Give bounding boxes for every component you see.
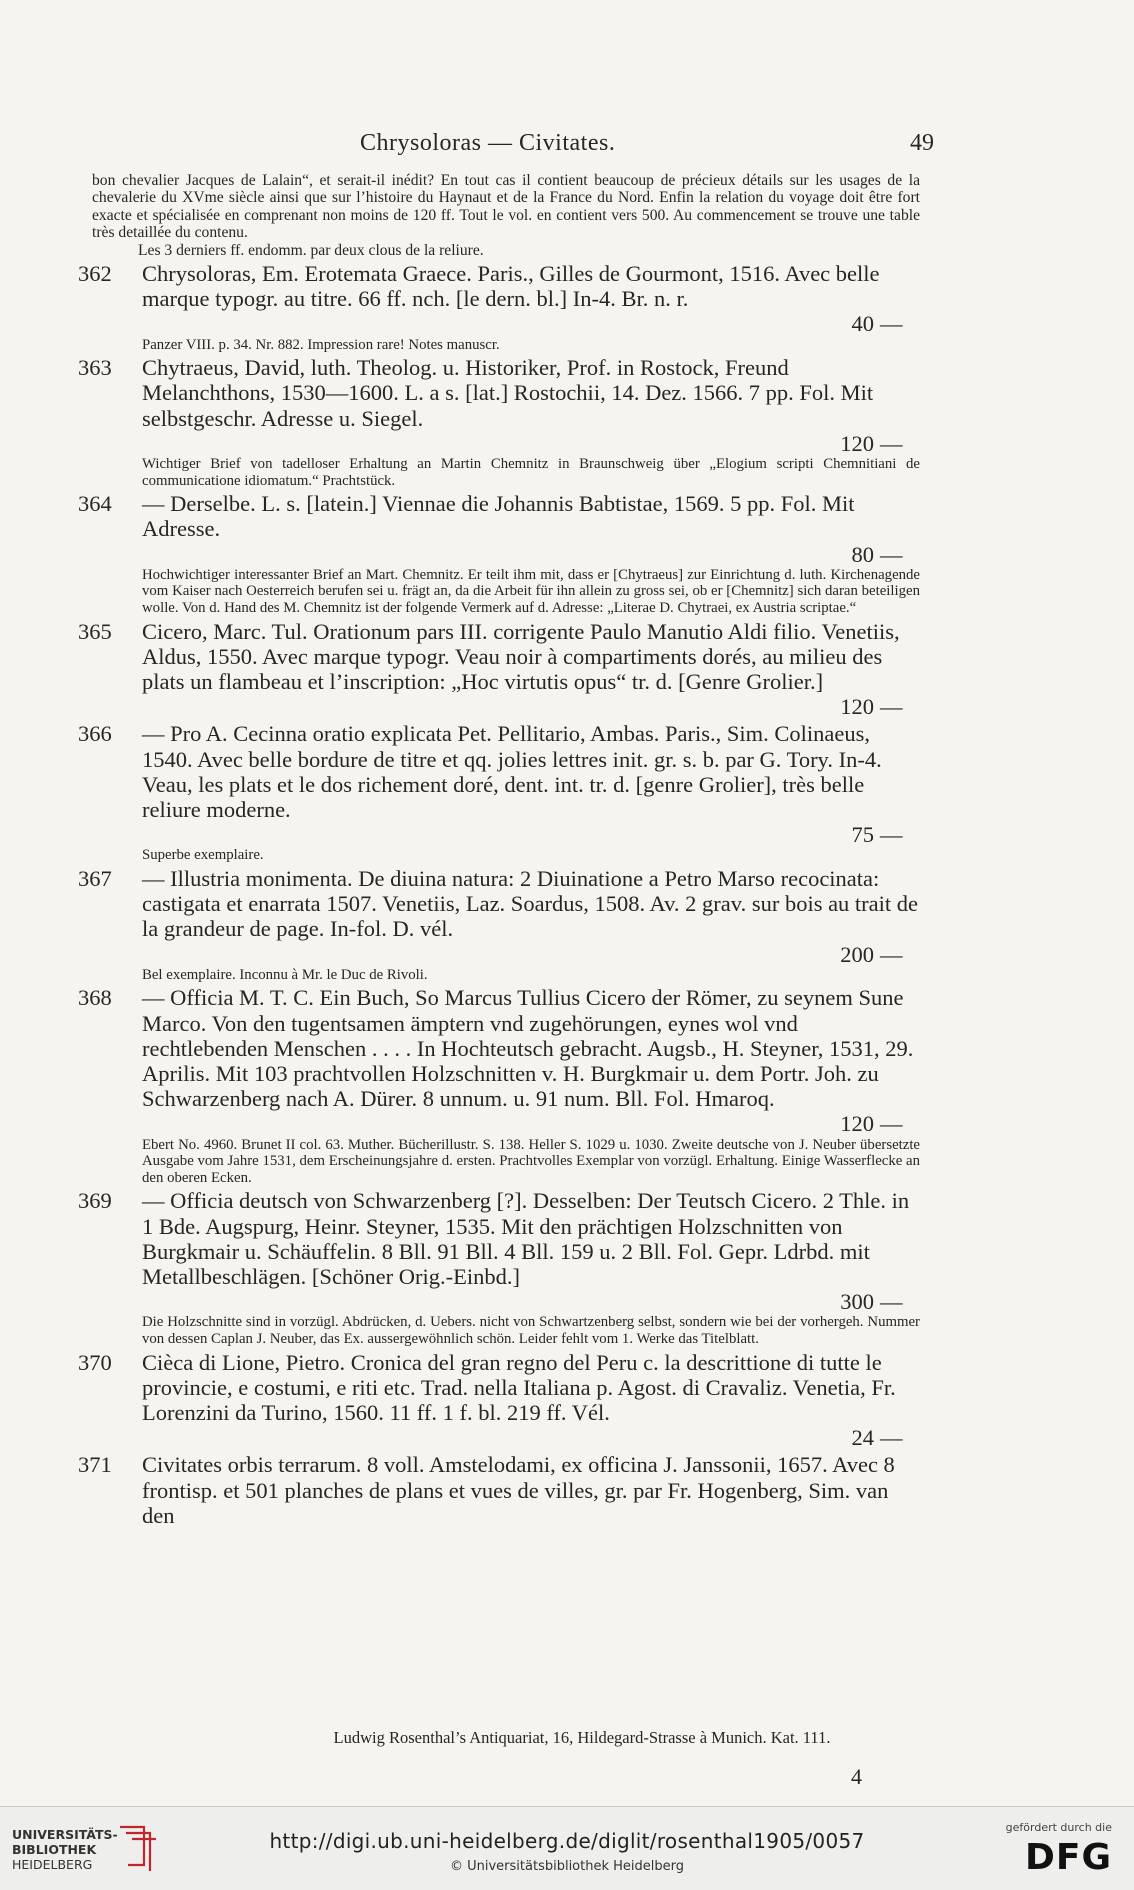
entry-body	[92, 1452, 920, 1528]
price-value: 120	[840, 1111, 874, 1137]
funded-by-label: gefördert durch die	[1005, 1821, 1112, 1834]
running-header	[0, 124, 1134, 164]
catalog-entry	[80, 1350, 920, 1451]
copyright-notice: © Universitätsbibliothek Heidelberg	[449, 1859, 684, 1874]
price-value: 24	[851, 1425, 874, 1451]
entry-number: 367	[78, 866, 112, 892]
intro-continuation	[80, 172, 920, 259]
entry-description: Civitates orbis terrarum. 8 voll. Amstelodami, ex officina J. Janssonii, 1657. Avec 8 frontisp. et 501 planches de plans et vues de villes, gr. par Fr. Hogenberg, Sim. van den	[142, 1452, 895, 1528]
entry-note: Ebert No. 4960. Brunet II col. 63. Muther. Bücherillustr. S. 138. Heller S. 1029 u. 1030. Zweite deutsche von J. Neuber übersetzte Ausgabe vom Jahre 1531, dem Erscheinungsjahre d. ersten. Prachtvolles Exemplar von vorzügl. Erhaltung. Einige Wasserflecke an den oberen Ecken.	[142, 1136, 920, 1186]
intro-paragraph: bon chevalier Jacques de Lalain“, et serait-il inédit? En tout cas il contient beaucoup de précieux détails sur les usages de la chevalerie du XVme siècle ainsi que sur l’histoire du Haynaut et de la France du Nord. Enfin la relation du voyage doit être fort exacte et spécialisée en comprenant non moins de 120 ff. Tout le vol. en contient vers 500. Au commencement se trouve une table très detaillée du contenu.	[92, 172, 920, 242]
price-value: 120	[840, 430, 874, 456]
entry-description: — Pro A. Cecinna oratio explicata Pet. Pellitario, Ambas. Paris., Sim. Colinaeus, 1540. Avec belle bordure de titre et qq. jolies lettres init. gr. s. b. par G. Tory. In-4. Veau, les plats et le dos richement doré, dent. int. tr. d. [genre Grolier], très belle reliure moderne.	[142, 721, 882, 823]
price-dash: —	[880, 430, 903, 456]
entry-description: Cicero, Marc. Tul. Orationum pars III. corrigente Paulo Manutio Aldi filio. Venetiis, Aldus, 1550. Avec marque typogr. Veau noir à compartiments dorés, au milieu des plats un flambeau et l’inscription: „Hoc virtutis opus“ tr. d. [Genre Grolier.]	[142, 618, 900, 695]
entry-note: Wichtiger Brief von tadelloser Erhaltung an Martin Chemnitz in Braunschweig über „Elogium scripti Chemnitiani de communicatione idiomatum.“ Prachtstück.	[142, 456, 920, 489]
entry-number: 365	[78, 618, 112, 644]
entry-description: — Derselbe. L. s. [latein.] Viennae die Johannis Babtistae, 1569. 5 pp. Fol. Mit Adresse.	[142, 491, 855, 542]
entry-note: Superbe exemplaire.	[142, 847, 264, 864]
catalog-content	[80, 172, 920, 1528]
entry-note: Die Holzschnitte sind in vorzügl. Abdrücken, d. Uebers. nicht von Schwartzenberg selbst, sondern wie bei der vorhergeh. Nummer von dessen Caplan J. Neuber, das Ex. aussergewöhnlich schön. Leider fehlt vom 1. Werke das Titelblatt.	[142, 1314, 920, 1348]
entry-body	[92, 1188, 920, 1314]
entry-price	[830, 1425, 920, 1450]
price-dash: —	[880, 311, 903, 337]
price-value: 120	[840, 694, 874, 720]
entry-body	[92, 866, 920, 967]
catalog-entry	[80, 985, 920, 1186]
library-name-line2: BIBLIOTHEK	[12, 1842, 97, 1857]
price-value: 300	[840, 1289, 874, 1315]
entry-price	[830, 542, 920, 567]
page-number: 49	[910, 130, 934, 156]
catalog-entry	[80, 721, 920, 864]
entry-note: Panzer VIII. p. 34. Nr. 882. Impression rare! Notes manuscr.	[142, 336, 500, 353]
entry-price	[830, 694, 920, 719]
catalog-entry	[80, 491, 920, 616]
entry-description: — Officia deutsch von Schwarzenberg [?]. Desselben: Der Teutsch Cicero. 2 Thle. in 1 Bde. Augspurg, Heinr. Steyner, 1535. Mit den prächtigen Holzschnitten von Burgkmair u. Schäuffelin. 8 Bll. 91 Bll. 4 Bll. 159 u. 2 Bll. Fol. Gepr. Ldrbd. mit Metallbeschlägen. [Schöner Orig.-Einbd.]	[142, 1188, 910, 1290]
entry-description: — Illustria monimenta. De diuina natura: 2 Diuinatione a Petro Marso recocinata: castigata et enarrata 1507. Venetiis, Laz. Soardus, 1508. Av. 2 grav. sur bois au trait de la grandeur de page. In-fol. D. vél.	[142, 866, 919, 942]
price-dash: —	[880, 1111, 903, 1137]
entry-number: 363	[78, 355, 112, 381]
entry-price	[830, 431, 920, 456]
entry-price	[830, 942, 920, 967]
page-title: Chrysoloras — Civitates.	[360, 130, 616, 156]
entry-number: 369	[78, 1188, 112, 1214]
entry-price	[830, 822, 920, 847]
digitization-bar	[0, 1806, 1134, 1890]
entry-body	[92, 985, 920, 1136]
entry-price	[830, 1111, 920, 1136]
price-dash: —	[880, 694, 903, 720]
dfg-logo: DFG	[1024, 1837, 1112, 1878]
entry-description: Chrysoloras, Em. Erotemata Graece. Paris., Gilles de Gourmont, 1516. Avec belle marque typogr. au titre. 66 ff. nch. [le dern. bl.] In-4. Br. n. r.	[142, 261, 880, 312]
entry-body	[92, 721, 920, 847]
library-name-line1: UNIVERSITÄTS-	[12, 1827, 118, 1842]
catalog-entry	[80, 866, 920, 983]
entry-body	[92, 355, 920, 456]
price-value: 40	[851, 311, 874, 337]
entry-number: 364	[78, 491, 112, 517]
library-name-line3: HEIDELBERG	[12, 1857, 93, 1872]
price-dash: —	[880, 1425, 903, 1451]
price-dash: —	[880, 941, 903, 967]
permalink-url[interactable]: http://digi.ub.uni-heidelberg.de/diglit/rosenthal1905/0057	[269, 1829, 865, 1853]
publisher-footer: Ludwig Rosenthal’s Antiquariat, 16, Hildegard-Strasse à Munich. Kat. 111.	[333, 1728, 831, 1747]
price-dash: —	[880, 1289, 903, 1315]
entry-list	[80, 261, 920, 1528]
entry-body	[92, 261, 920, 337]
entry-description: Chytraeus, David, luth. Theolog. u. Historiker, Prof. in Rostock, Freund Melanchthons, 1530—1600. L. a s. [lat.] Rostochii, 14. Dez. 1566. 7 pp. Fol. Mit selbstgeschr. Adresse u. Siegel.	[142, 355, 874, 431]
entry-number: 370	[78, 1349, 112, 1375]
catalog-entry	[80, 355, 920, 489]
entry-note: Hochwichtiger interessanter Brief an Mart. Chemnitz. Er teilt ihm mit, dass er [Chytraeus] zur Einrichtung d. luth. Kirchenagende vom Kaiser nach Oesterreich berufen sei u. frägt an, da die Arbeit für ihn allein zu gross sei, ob er [Chemnitz] sich daran beteiligen wolle. Von d. Hand des M. Chemnitz ist der folgende Vermerk auf d. Adresse: „Literae D. Chytraei, ex Austria scriptae.“	[142, 566, 920, 617]
catalog-entry	[80, 619, 920, 720]
price-value: 200	[840, 941, 874, 967]
intro-note: Les 3 derniers ff. endomm. par deux clous de la reliure.	[138, 241, 484, 259]
entry-note: Bel exemplaire. Inconnu à Mr. le Duc de Rivoli.	[142, 966, 428, 983]
catalog-entry	[80, 261, 920, 353]
entry-body	[92, 1350, 920, 1451]
entry-number: 362	[78, 261, 112, 287]
entry-description: Cièca di Lione, Pietro. Cronica del gran regno del Peru c. la descrittione di tutte le provincie, e costumi, e riti etc. Trad. nella Italiana p. Agost. di Cravaliz. Venetia, Fr. Lorenzini da Turino, 1560. 11 ff. 1 f. bl. 219 ff. Vél.	[142, 1349, 896, 1426]
entry-number: 368	[78, 985, 112, 1011]
entry-price	[830, 311, 920, 336]
entry-number: 366	[78, 721, 112, 747]
entry-body	[92, 619, 920, 720]
entry-body	[92, 491, 920, 567]
entry-number: 371	[78, 1452, 112, 1478]
entry-description: — Officia M. T. C. Ein Buch, So Marcus Tullius Cicero der Römer, zu seynem Sune Marco. Von den tugentsamen ämptern vnd zugehörungen, eynes wol vnd rechtlebenden Menschen . . . . In Hochteutsch gebracht. Augsb., H. Steyner, 1531, 29. Aprilis. Mit 103 prachtvollen Holzschnitten v. H. Burgkmair u. dem Portr. Joh. zu Schwarzenberg nach A. Dürer. 8 unnum. u. 91 num. Bll. Fol. Hmaroq.	[142, 985, 914, 1112]
signature-mark: 4	[851, 1764, 862, 1789]
catalog-entry	[80, 1452, 920, 1528]
price-value: 80	[851, 541, 874, 567]
price-value: 75	[851, 822, 874, 848]
price-dash: —	[880, 822, 903, 848]
entry-price	[830, 1289, 920, 1314]
catalog-entry	[80, 1188, 920, 1347]
price-dash: —	[880, 541, 903, 567]
